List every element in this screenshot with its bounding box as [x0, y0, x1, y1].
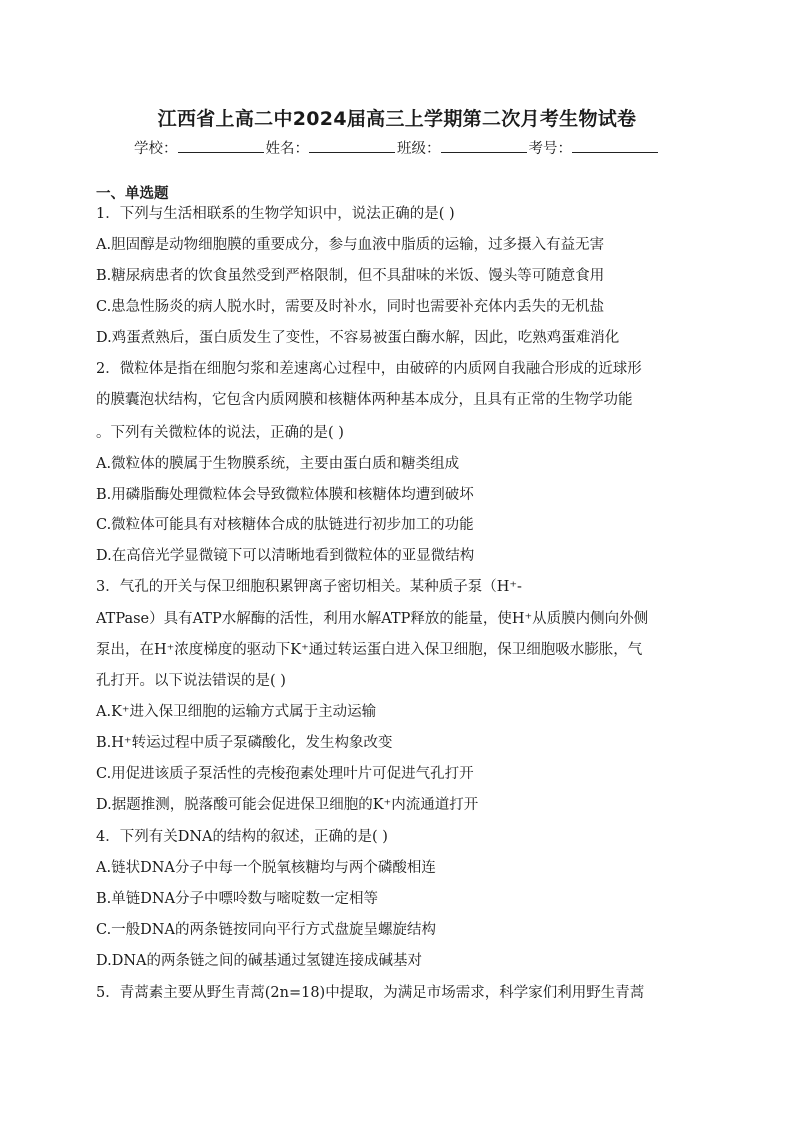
question-1-option-c: C.患急性肠炎的病人脱水时，需要及时补水，同时也需要补充体内丢失的无机盐	[96, 299, 605, 315]
question-3-stem-line-3: 泵出，在H⁺浓度梯度的驱动下K⁺通过转运蛋白进入保卫细胞，保卫细胞吸水膨胀，气	[96, 642, 643, 658]
question-3-option-d: D.据题推测，脱落酸可能会促进保卫细胞的K⁺内流通道打开	[96, 797, 479, 813]
question-3-stem-line-2: ATPase）具有ATP水解酶的活性，利用水解ATP释放的能量，使H⁺从质膜内侧向外侧	[96, 611, 649, 627]
question-1-option-d: D.鸡蛋煮熟后，蛋白质发生了变性，不容易被蛋白酶水解，因此，吃熟鸡蛋难消化	[96, 330, 620, 346]
question-2-stem-line-3: 。下列有关微粒体的说法，正确的是( )	[96, 425, 344, 441]
class-label: 班级：	[397, 141, 441, 157]
question-2-option-d: D.在高倍光学显微镜下可以清晰地看到微粒体的亚显微结构	[96, 548, 475, 564]
section-title: 一、单选题	[96, 186, 169, 202]
question-2-stem-line-1: 2．微粒体是指在细胞匀浆和差速离心过程中，由破碎的内质网自我融合形成的近球形	[96, 361, 642, 377]
student-info-row	[0, 137, 794, 158]
question-3-option-a: A.K⁺进入保卫细胞的运输方式属于主动运输	[96, 704, 377, 720]
question-3-stem-line-4: 孔打开。以下说法错误的是( )	[96, 673, 286, 689]
page-title: 江西省上高二中2024届高三上学期第二次月考生物试卷	[157, 108, 637, 130]
question-2-stem-line-2: 的膜囊泡状结构，它包含内质网膜和核糖体两种基本成分，且具有正常的生物学功能	[96, 392, 633, 408]
number-blank	[572, 138, 658, 153]
question-3-option-b: B.H⁺转运过程中质子泵磷酸化，发生构象改变	[96, 735, 393, 751]
question-4-stem: 4．下列有关DNA的结构的叙述，正确的是( )	[96, 829, 388, 845]
question-4-option-a: A.链状DNA分子中每一个脱氧核糖均与两个磷酸相连	[96, 860, 436, 876]
number-label: 考号：	[528, 141, 572, 157]
question-4-option-d: D.DNA的两条链之间的碱基通过氢键连接成碱基对	[96, 953, 423, 969]
question-2-option-c: C.微粒体可能具有对核糖体合成的肽链进行初步加工的功能	[96, 517, 474, 533]
school-label: 学校：	[134, 141, 178, 157]
question-1-option-b: B.糖尿病患者的饮食虽然受到严格限制，但不具甜味的米饭、馒头等可随意食用	[96, 268, 605, 284]
question-4-option-b: B.单链DNA分子中嘌呤数与嘧啶数一定相等	[96, 891, 379, 907]
question-5-stem-line-1: 5．青蒿素主要从野生青蒿(2n=18)中提取，为满足市场需求，科学家们利用野生青蒿	[96, 985, 645, 1001]
question-1-stem: 1．下列与生活相联系的生物学知识中，说法正确的是( )	[96, 206, 455, 222]
class-blank	[441, 138, 527, 153]
name-blank	[309, 138, 395, 153]
question-2-option-a: A.微粒体的膜属于生物膜系统，主要由蛋白质和糖类组成	[96, 456, 460, 472]
question-1-option-a: A.胆固醇是动物细胞膜的重要成分，参与血液中脂质的运输，过多摄入有益无害	[96, 237, 605, 253]
question-3-option-c: C.用促进该质子泵活性的壳梭孢素处理叶片可促进气孔打开	[96, 766, 474, 782]
question-4-option-c: C.一般DNA的两条链按同向平行方式盘旋呈螺旋结构	[96, 922, 436, 938]
name-label: 姓名：	[265, 141, 309, 157]
question-2-option-b: B.用磷脂酶处理微粒体会导致微粒体膜和核糖体均遭到破坏	[96, 487, 474, 503]
school-blank	[178, 138, 264, 153]
question-3-stem-line-1: 3．气孔的开关与保卫细胞积累钾离子密切相关。某种质子泵（H⁺-	[96, 579, 522, 595]
